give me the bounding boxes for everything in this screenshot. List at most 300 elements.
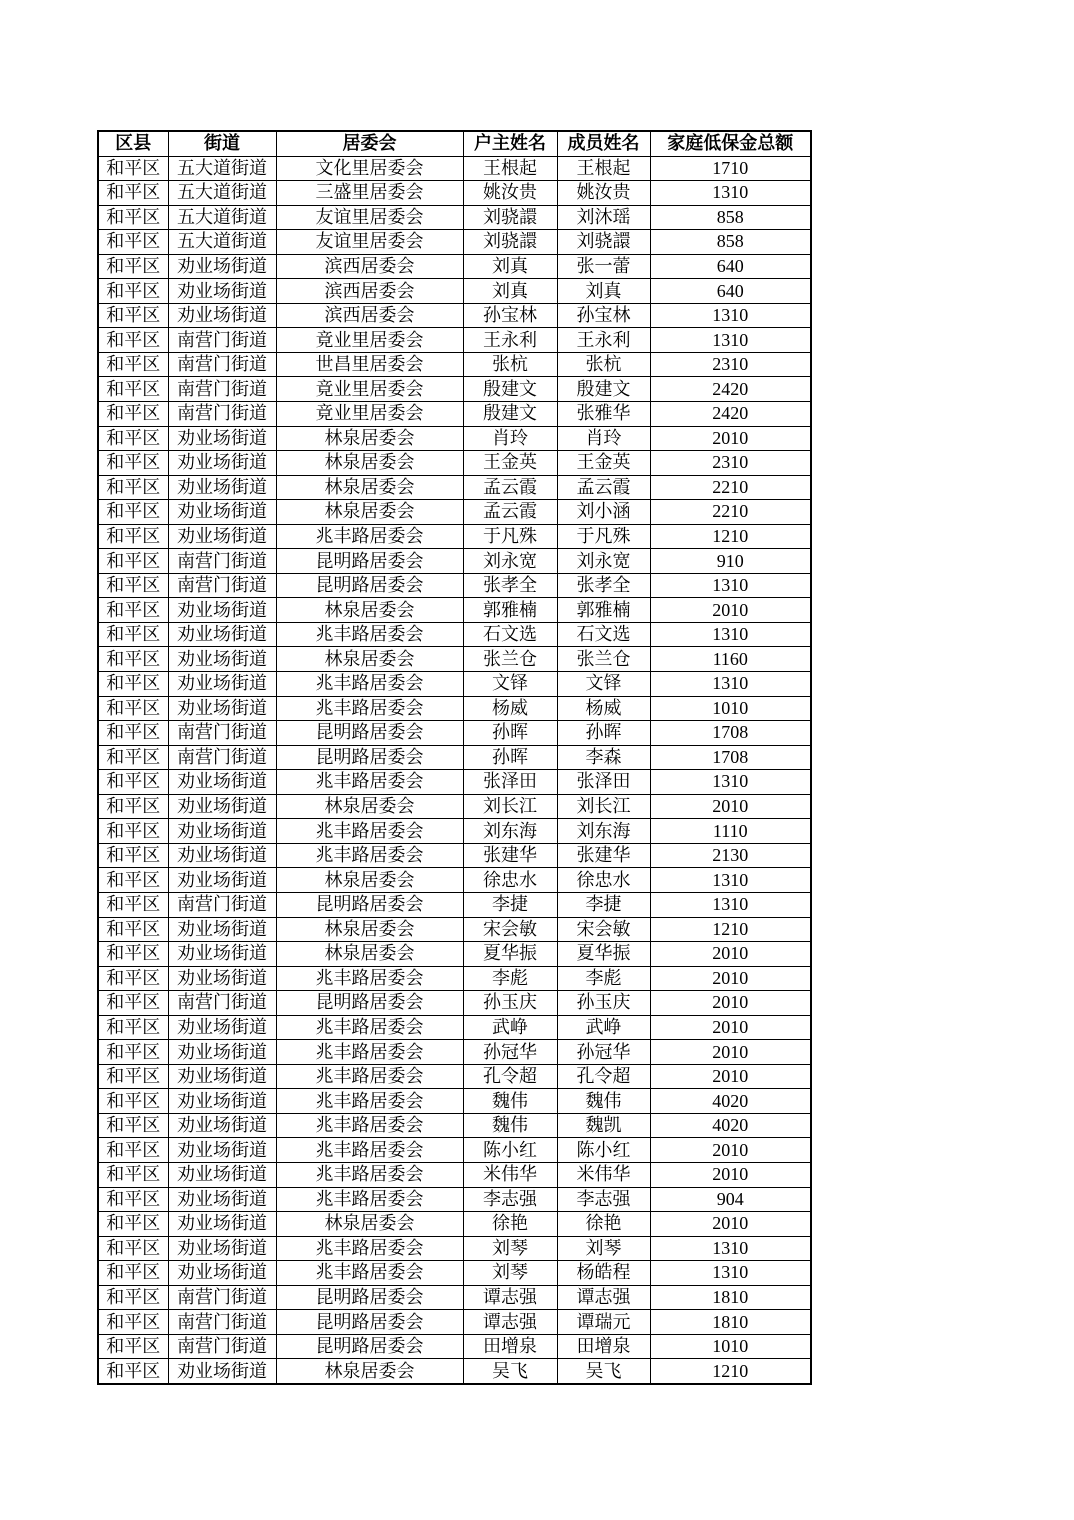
cell-member: 李森 bbox=[557, 745, 650, 770]
cell-committee: 林泉居委会 bbox=[276, 1359, 463, 1384]
cell-householder: 刘骁譞 bbox=[463, 205, 557, 230]
cell-street: 五大道街道 bbox=[168, 205, 276, 230]
cell-householder: 张建华 bbox=[463, 843, 557, 868]
cell-committee: 林泉居委会 bbox=[276, 426, 463, 451]
cell-street: 南营门街道 bbox=[168, 549, 276, 574]
cell-committee: 滨西居委会 bbox=[276, 303, 463, 328]
cell-amount: 2010 bbox=[650, 1138, 811, 1163]
cell-member: 刘小涵 bbox=[557, 500, 650, 525]
cell-district: 和平区 bbox=[98, 598, 168, 623]
cell-street: 南营门街道 bbox=[168, 892, 276, 917]
cell-committee: 昆明路居委会 bbox=[276, 745, 463, 770]
cell-amount: 1310 bbox=[650, 868, 811, 893]
table-row bbox=[98, 966, 811, 991]
cell-district: 和平区 bbox=[98, 1089, 168, 1114]
cell-district: 和平区 bbox=[98, 303, 168, 328]
cell-member: 陈小红 bbox=[557, 1138, 650, 1163]
cell-street: 劝业场街道 bbox=[168, 279, 276, 304]
cell-amount: 1210 bbox=[650, 524, 811, 549]
table-row bbox=[98, 500, 811, 525]
cell-householder: 石文选 bbox=[463, 622, 557, 647]
cell-householder: 郭雅楠 bbox=[463, 598, 557, 623]
cell-amount: 2010 bbox=[650, 598, 811, 623]
table-row bbox=[98, 917, 811, 942]
cell-district: 和平区 bbox=[98, 721, 168, 746]
table-row bbox=[98, 1310, 811, 1335]
cell-householder: 刘长江 bbox=[463, 794, 557, 819]
cell-member: 石文选 bbox=[557, 622, 650, 647]
cell-committee: 兆丰路居委会 bbox=[276, 1015, 463, 1040]
cell-householder: 孟云霞 bbox=[463, 500, 557, 525]
cell-committee: 林泉居委会 bbox=[276, 475, 463, 500]
cell-amount: 2310 bbox=[650, 451, 811, 476]
cell-street: 南营门街道 bbox=[168, 573, 276, 598]
cell-amount: 2010 bbox=[650, 942, 811, 967]
table-row bbox=[98, 770, 811, 795]
cell-member: 殷建文 bbox=[557, 377, 650, 402]
table-row bbox=[98, 745, 811, 770]
table-row bbox=[98, 598, 811, 623]
cell-street: 南营门街道 bbox=[168, 1310, 276, 1335]
cell-street: 劝业场街道 bbox=[168, 1064, 276, 1089]
cell-member: 孟云霞 bbox=[557, 475, 650, 500]
cell-district: 和平区 bbox=[98, 402, 168, 427]
cell-committee: 友谊里居委会 bbox=[276, 205, 463, 230]
cell-street: 劝业场街道 bbox=[168, 426, 276, 451]
table-row bbox=[98, 352, 811, 377]
table-row bbox=[98, 181, 811, 206]
cell-amount: 1010 bbox=[650, 696, 811, 721]
cell-street: 劝业场街道 bbox=[168, 1236, 276, 1261]
cell-district: 和平区 bbox=[98, 1236, 168, 1261]
cell-member: 刘真 bbox=[557, 279, 650, 304]
cell-member: 吴飞 bbox=[557, 1359, 650, 1384]
cell-street: 劝业场街道 bbox=[168, 1089, 276, 1114]
cell-member: 肖玲 bbox=[557, 426, 650, 451]
table-row bbox=[98, 377, 811, 402]
cell-committee: 林泉居委会 bbox=[276, 1212, 463, 1237]
cell-householder: 谭志强 bbox=[463, 1285, 557, 1310]
table-row bbox=[98, 279, 811, 304]
cell-member: 张泽田 bbox=[557, 770, 650, 795]
cell-householder: 刘东海 bbox=[463, 819, 557, 844]
cell-street: 劝业场街道 bbox=[168, 1162, 276, 1187]
cell-street: 五大道街道 bbox=[168, 181, 276, 206]
table-row bbox=[98, 451, 811, 476]
header-committee: 居委会 bbox=[276, 131, 463, 156]
cell-amount: 2010 bbox=[650, 1162, 811, 1187]
table-row bbox=[98, 402, 811, 427]
table-row bbox=[98, 1212, 811, 1237]
cell-householder: 吴飞 bbox=[463, 1359, 557, 1384]
cell-amount: 4020 bbox=[650, 1089, 811, 1114]
cell-district: 和平区 bbox=[98, 426, 168, 451]
table-row bbox=[98, 573, 811, 598]
cell-member: 王金英 bbox=[557, 451, 650, 476]
table-row bbox=[98, 156, 811, 181]
table-row bbox=[98, 1261, 811, 1286]
cell-member: 李捷 bbox=[557, 892, 650, 917]
cell-committee: 滨西居委会 bbox=[276, 279, 463, 304]
cell-householder: 张兰仓 bbox=[463, 647, 557, 672]
table-row bbox=[98, 1334, 811, 1359]
table-row bbox=[98, 1064, 811, 1089]
cell-member: 王永利 bbox=[557, 328, 650, 353]
cell-street: 南营门街道 bbox=[168, 745, 276, 770]
cell-street: 南营门街道 bbox=[168, 1285, 276, 1310]
cell-district: 和平区 bbox=[98, 696, 168, 721]
cell-amount: 1708 bbox=[650, 745, 811, 770]
cell-street: 劝业场街道 bbox=[168, 303, 276, 328]
cell-district: 和平区 bbox=[98, 1113, 168, 1138]
cell-amount: 2420 bbox=[650, 402, 811, 427]
cell-committee: 兆丰路居委会 bbox=[276, 524, 463, 549]
cell-amount: 1310 bbox=[650, 770, 811, 795]
table-row bbox=[98, 819, 811, 844]
cell-district: 和平区 bbox=[98, 770, 168, 795]
cell-committee: 兆丰路居委会 bbox=[276, 1138, 463, 1163]
cell-committee: 兆丰路居委会 bbox=[276, 966, 463, 991]
cell-street: 劝业场街道 bbox=[168, 696, 276, 721]
cell-committee: 昆明路居委会 bbox=[276, 549, 463, 574]
cell-district: 和平区 bbox=[98, 352, 168, 377]
cell-committee: 昆明路居委会 bbox=[276, 721, 463, 746]
cell-district: 和平区 bbox=[98, 1138, 168, 1163]
cell-householder: 文铎 bbox=[463, 672, 557, 697]
cell-street: 劝业场街道 bbox=[168, 672, 276, 697]
cell-member: 宋会敏 bbox=[557, 917, 650, 942]
cell-householder: 殷建文 bbox=[463, 402, 557, 427]
cell-member: 谭瑞元 bbox=[557, 1310, 650, 1335]
cell-street: 劝业场街道 bbox=[168, 254, 276, 279]
cell-amount: 2010 bbox=[650, 1064, 811, 1089]
cell-householder: 魏伟 bbox=[463, 1113, 557, 1138]
cell-committee: 昆明路居委会 bbox=[276, 991, 463, 1016]
cell-committee: 滨西居委会 bbox=[276, 254, 463, 279]
cell-householder: 夏华振 bbox=[463, 942, 557, 967]
cell-householder: 刘骁譞 bbox=[463, 230, 557, 255]
cell-street: 劝业场街道 bbox=[168, 647, 276, 672]
cell-district: 和平区 bbox=[98, 500, 168, 525]
cell-householder: 谭志强 bbox=[463, 1310, 557, 1335]
cell-householder: 杨威 bbox=[463, 696, 557, 721]
table-row bbox=[98, 868, 811, 893]
cell-householder: 肖玲 bbox=[463, 426, 557, 451]
table-row bbox=[98, 1285, 811, 1310]
cell-district: 和平区 bbox=[98, 1212, 168, 1237]
table-row bbox=[98, 1113, 811, 1138]
table-row bbox=[98, 892, 811, 917]
cell-member: 孔令超 bbox=[557, 1064, 650, 1089]
table-row bbox=[98, 1040, 811, 1065]
cell-district: 和平区 bbox=[98, 647, 168, 672]
cell-street: 劝业场街道 bbox=[168, 917, 276, 942]
cell-committee: 兆丰路居委会 bbox=[276, 1162, 463, 1187]
cell-amount: 1310 bbox=[650, 573, 811, 598]
cell-committee: 竟业里居委会 bbox=[276, 402, 463, 427]
header-row bbox=[98, 131, 811, 156]
cell-householder: 姚汝贵 bbox=[463, 181, 557, 206]
cell-committee: 兆丰路居委会 bbox=[276, 770, 463, 795]
header-street: 街道 bbox=[168, 131, 276, 156]
table-row bbox=[98, 794, 811, 819]
cell-committee: 竟业里居委会 bbox=[276, 328, 463, 353]
cell-district: 和平区 bbox=[98, 156, 168, 181]
cell-street: 劝业场街道 bbox=[168, 1187, 276, 1212]
cell-committee: 昆明路居委会 bbox=[276, 1310, 463, 1335]
spreadsheet-page bbox=[97, 130, 812, 1385]
cell-member: 李志强 bbox=[557, 1187, 650, 1212]
cell-member: 于凡殊 bbox=[557, 524, 650, 549]
cell-street: 劝业场街道 bbox=[168, 598, 276, 623]
cell-amount: 2010 bbox=[650, 1212, 811, 1237]
cell-amount: 1210 bbox=[650, 1359, 811, 1384]
cell-member: 田增泉 bbox=[557, 1334, 650, 1359]
cell-street: 南营门街道 bbox=[168, 377, 276, 402]
table-row bbox=[98, 230, 811, 255]
cell-street: 劝业场街道 bbox=[168, 1015, 276, 1040]
cell-street: 五大道街道 bbox=[168, 230, 276, 255]
cell-amount: 1310 bbox=[650, 303, 811, 328]
cell-householder: 孙宝林 bbox=[463, 303, 557, 328]
table-row bbox=[98, 647, 811, 672]
cell-district: 和平区 bbox=[98, 1261, 168, 1286]
cell-district: 和平区 bbox=[98, 819, 168, 844]
cell-district: 和平区 bbox=[98, 451, 168, 476]
cell-amount: 1310 bbox=[650, 1261, 811, 1286]
cell-householder: 徐艳 bbox=[463, 1212, 557, 1237]
cell-member: 孙晖 bbox=[557, 721, 650, 746]
table-header bbox=[98, 131, 811, 156]
table-row bbox=[98, 1236, 811, 1261]
cell-district: 和平区 bbox=[98, 254, 168, 279]
header-district: 区县 bbox=[98, 131, 168, 156]
table-row bbox=[98, 1089, 811, 1114]
cell-amount: 2010 bbox=[650, 794, 811, 819]
cell-district: 和平区 bbox=[98, 205, 168, 230]
cell-committee: 竟业里居委会 bbox=[276, 377, 463, 402]
cell-district: 和平区 bbox=[98, 966, 168, 991]
cell-district: 和平区 bbox=[98, 1359, 168, 1384]
table-row bbox=[98, 524, 811, 549]
cell-committee: 兆丰路居委会 bbox=[276, 1113, 463, 1138]
cell-street: 南营门街道 bbox=[168, 991, 276, 1016]
header-total-amount: 家庭低保金总额 bbox=[650, 131, 811, 156]
cell-member: 文铎 bbox=[557, 672, 650, 697]
cell-street: 劝业场街道 bbox=[168, 1359, 276, 1384]
cell-amount: 1810 bbox=[650, 1285, 811, 1310]
cell-amount: 2210 bbox=[650, 475, 811, 500]
cell-amount: 1310 bbox=[650, 672, 811, 697]
cell-member: 米伟华 bbox=[557, 1162, 650, 1187]
cell-amount: 904 bbox=[650, 1187, 811, 1212]
cell-member: 刘沐瑶 bbox=[557, 205, 650, 230]
cell-member: 郭雅楠 bbox=[557, 598, 650, 623]
cell-committee: 林泉居委会 bbox=[276, 794, 463, 819]
cell-householder: 王永利 bbox=[463, 328, 557, 353]
cell-district: 和平区 bbox=[98, 794, 168, 819]
cell-amount: 1160 bbox=[650, 647, 811, 672]
cell-member: 杨威 bbox=[557, 696, 650, 721]
table-row bbox=[98, 303, 811, 328]
table-row bbox=[98, 843, 811, 868]
cell-amount: 1310 bbox=[650, 328, 811, 353]
cell-district: 和平区 bbox=[98, 868, 168, 893]
cell-district: 和平区 bbox=[98, 328, 168, 353]
cell-street: 劝业场街道 bbox=[168, 868, 276, 893]
cell-householder: 张孝全 bbox=[463, 573, 557, 598]
cell-householder: 于凡殊 bbox=[463, 524, 557, 549]
cell-district: 和平区 bbox=[98, 942, 168, 967]
cell-member: 孙宝林 bbox=[557, 303, 650, 328]
cell-street: 劝业场街道 bbox=[168, 1040, 276, 1065]
cell-householder: 李志强 bbox=[463, 1187, 557, 1212]
cell-committee: 昆明路居委会 bbox=[276, 573, 463, 598]
cell-street: 劝业场街道 bbox=[168, 819, 276, 844]
cell-member: 张杭 bbox=[557, 352, 650, 377]
cell-committee: 昆明路居委会 bbox=[276, 1334, 463, 1359]
cell-district: 和平区 bbox=[98, 622, 168, 647]
cell-householder: 陈小红 bbox=[463, 1138, 557, 1163]
cell-district: 和平区 bbox=[98, 1310, 168, 1335]
table-row bbox=[98, 328, 811, 353]
cell-householder: 宋会敏 bbox=[463, 917, 557, 942]
cell-amount: 1710 bbox=[650, 156, 811, 181]
cell-member: 谭志强 bbox=[557, 1285, 650, 1310]
cell-committee: 兆丰路居委会 bbox=[276, 1187, 463, 1212]
table-row bbox=[98, 1138, 811, 1163]
cell-amount: 2420 bbox=[650, 377, 811, 402]
cell-district: 和平区 bbox=[98, 991, 168, 1016]
cell-district: 和平区 bbox=[98, 672, 168, 697]
table-row bbox=[98, 721, 811, 746]
cell-street: 劝业场街道 bbox=[168, 843, 276, 868]
cell-householder: 李彪 bbox=[463, 966, 557, 991]
cell-district: 和平区 bbox=[98, 917, 168, 942]
cell-householder: 田增泉 bbox=[463, 1334, 557, 1359]
cell-committee: 昆明路居委会 bbox=[276, 1285, 463, 1310]
cell-committee: 兆丰路居委会 bbox=[276, 672, 463, 697]
header-member: 成员姓名 bbox=[557, 131, 650, 156]
cell-district: 和平区 bbox=[98, 1040, 168, 1065]
cell-member: 徐艳 bbox=[557, 1212, 650, 1237]
cell-amount: 2010 bbox=[650, 1040, 811, 1065]
cell-district: 和平区 bbox=[98, 745, 168, 770]
table-body bbox=[98, 156, 811, 1384]
table-row bbox=[98, 622, 811, 647]
cell-street: 南营门街道 bbox=[168, 1334, 276, 1359]
cell-street: 南营门街道 bbox=[168, 328, 276, 353]
cell-amount: 2010 bbox=[650, 991, 811, 1016]
cell-district: 和平区 bbox=[98, 843, 168, 868]
cell-member: 张雅华 bbox=[557, 402, 650, 427]
cell-member: 张孝全 bbox=[557, 573, 650, 598]
cell-member: 魏凯 bbox=[557, 1113, 650, 1138]
cell-amount: 1810 bbox=[650, 1310, 811, 1335]
table-row bbox=[98, 426, 811, 451]
cell-street: 劝业场街道 bbox=[168, 475, 276, 500]
cell-householder: 刘真 bbox=[463, 254, 557, 279]
cell-amount: 1310 bbox=[650, 622, 811, 647]
cell-householder: 刘琴 bbox=[463, 1236, 557, 1261]
cell-householder: 孙晖 bbox=[463, 721, 557, 746]
cell-street: 劝业场街道 bbox=[168, 500, 276, 525]
cell-member: 夏华振 bbox=[557, 942, 650, 967]
cell-member: 刘骁譞 bbox=[557, 230, 650, 255]
cell-committee: 三盛里居委会 bbox=[276, 181, 463, 206]
cell-member: 张兰仓 bbox=[557, 647, 650, 672]
cell-committee: 兆丰路居委会 bbox=[276, 696, 463, 721]
cell-member: 王根起 bbox=[557, 156, 650, 181]
cell-householder: 魏伟 bbox=[463, 1089, 557, 1114]
cell-amount: 1110 bbox=[650, 819, 811, 844]
cell-member: 李彪 bbox=[557, 966, 650, 991]
cell-district: 和平区 bbox=[98, 573, 168, 598]
cell-householder: 张杭 bbox=[463, 352, 557, 377]
cell-householder: 孔令超 bbox=[463, 1064, 557, 1089]
cell-householder: 张泽田 bbox=[463, 770, 557, 795]
cell-street: 南营门街道 bbox=[168, 721, 276, 746]
cell-amount: 2310 bbox=[650, 352, 811, 377]
table-row bbox=[98, 1015, 811, 1040]
cell-street: 劝业场街道 bbox=[168, 794, 276, 819]
cell-street: 劝业场街道 bbox=[168, 1113, 276, 1138]
cell-committee: 兆丰路居委会 bbox=[276, 1064, 463, 1089]
cell-committee: 文化里居委会 bbox=[276, 156, 463, 181]
cell-district: 和平区 bbox=[98, 1162, 168, 1187]
cell-committee: 兆丰路居委会 bbox=[276, 622, 463, 647]
cell-committee: 友谊里居委会 bbox=[276, 230, 463, 255]
cell-district: 和平区 bbox=[98, 279, 168, 304]
cell-member: 张一蕾 bbox=[557, 254, 650, 279]
table-row bbox=[98, 942, 811, 967]
cell-amount: 858 bbox=[650, 230, 811, 255]
cell-committee: 兆丰路居委会 bbox=[276, 1236, 463, 1261]
cell-district: 和平区 bbox=[98, 475, 168, 500]
cell-street: 劝业场街道 bbox=[168, 622, 276, 647]
cell-amount: 2010 bbox=[650, 1015, 811, 1040]
cell-amount: 1708 bbox=[650, 721, 811, 746]
cell-member: 姚汝贵 bbox=[557, 181, 650, 206]
cell-street: 五大道街道 bbox=[168, 156, 276, 181]
cell-member: 刘永宽 bbox=[557, 549, 650, 574]
cell-householder: 刘真 bbox=[463, 279, 557, 304]
cell-committee: 林泉居委会 bbox=[276, 868, 463, 893]
cell-street: 劝业场街道 bbox=[168, 1138, 276, 1163]
cell-amount: 4020 bbox=[650, 1113, 811, 1138]
table-row bbox=[98, 1359, 811, 1384]
cell-householder: 刘琴 bbox=[463, 1261, 557, 1286]
cell-street: 劝业场街道 bbox=[168, 1212, 276, 1237]
cell-amount: 1310 bbox=[650, 181, 811, 206]
cell-district: 和平区 bbox=[98, 549, 168, 574]
cell-amount: 2130 bbox=[650, 843, 811, 868]
cell-amount: 2010 bbox=[650, 426, 811, 451]
cell-amount: 1210 bbox=[650, 917, 811, 942]
cell-committee: 林泉居委会 bbox=[276, 500, 463, 525]
subsidy-table bbox=[97, 130, 812, 1385]
cell-member: 张建华 bbox=[557, 843, 650, 868]
table-row bbox=[98, 1187, 811, 1212]
cell-amount: 1010 bbox=[650, 1334, 811, 1359]
cell-district: 和平区 bbox=[98, 230, 168, 255]
cell-member: 魏伟 bbox=[557, 1089, 650, 1114]
cell-district: 和平区 bbox=[98, 181, 168, 206]
cell-householder: 孙晖 bbox=[463, 745, 557, 770]
cell-district: 和平区 bbox=[98, 1187, 168, 1212]
table-row bbox=[98, 549, 811, 574]
cell-householder: 殷建文 bbox=[463, 377, 557, 402]
